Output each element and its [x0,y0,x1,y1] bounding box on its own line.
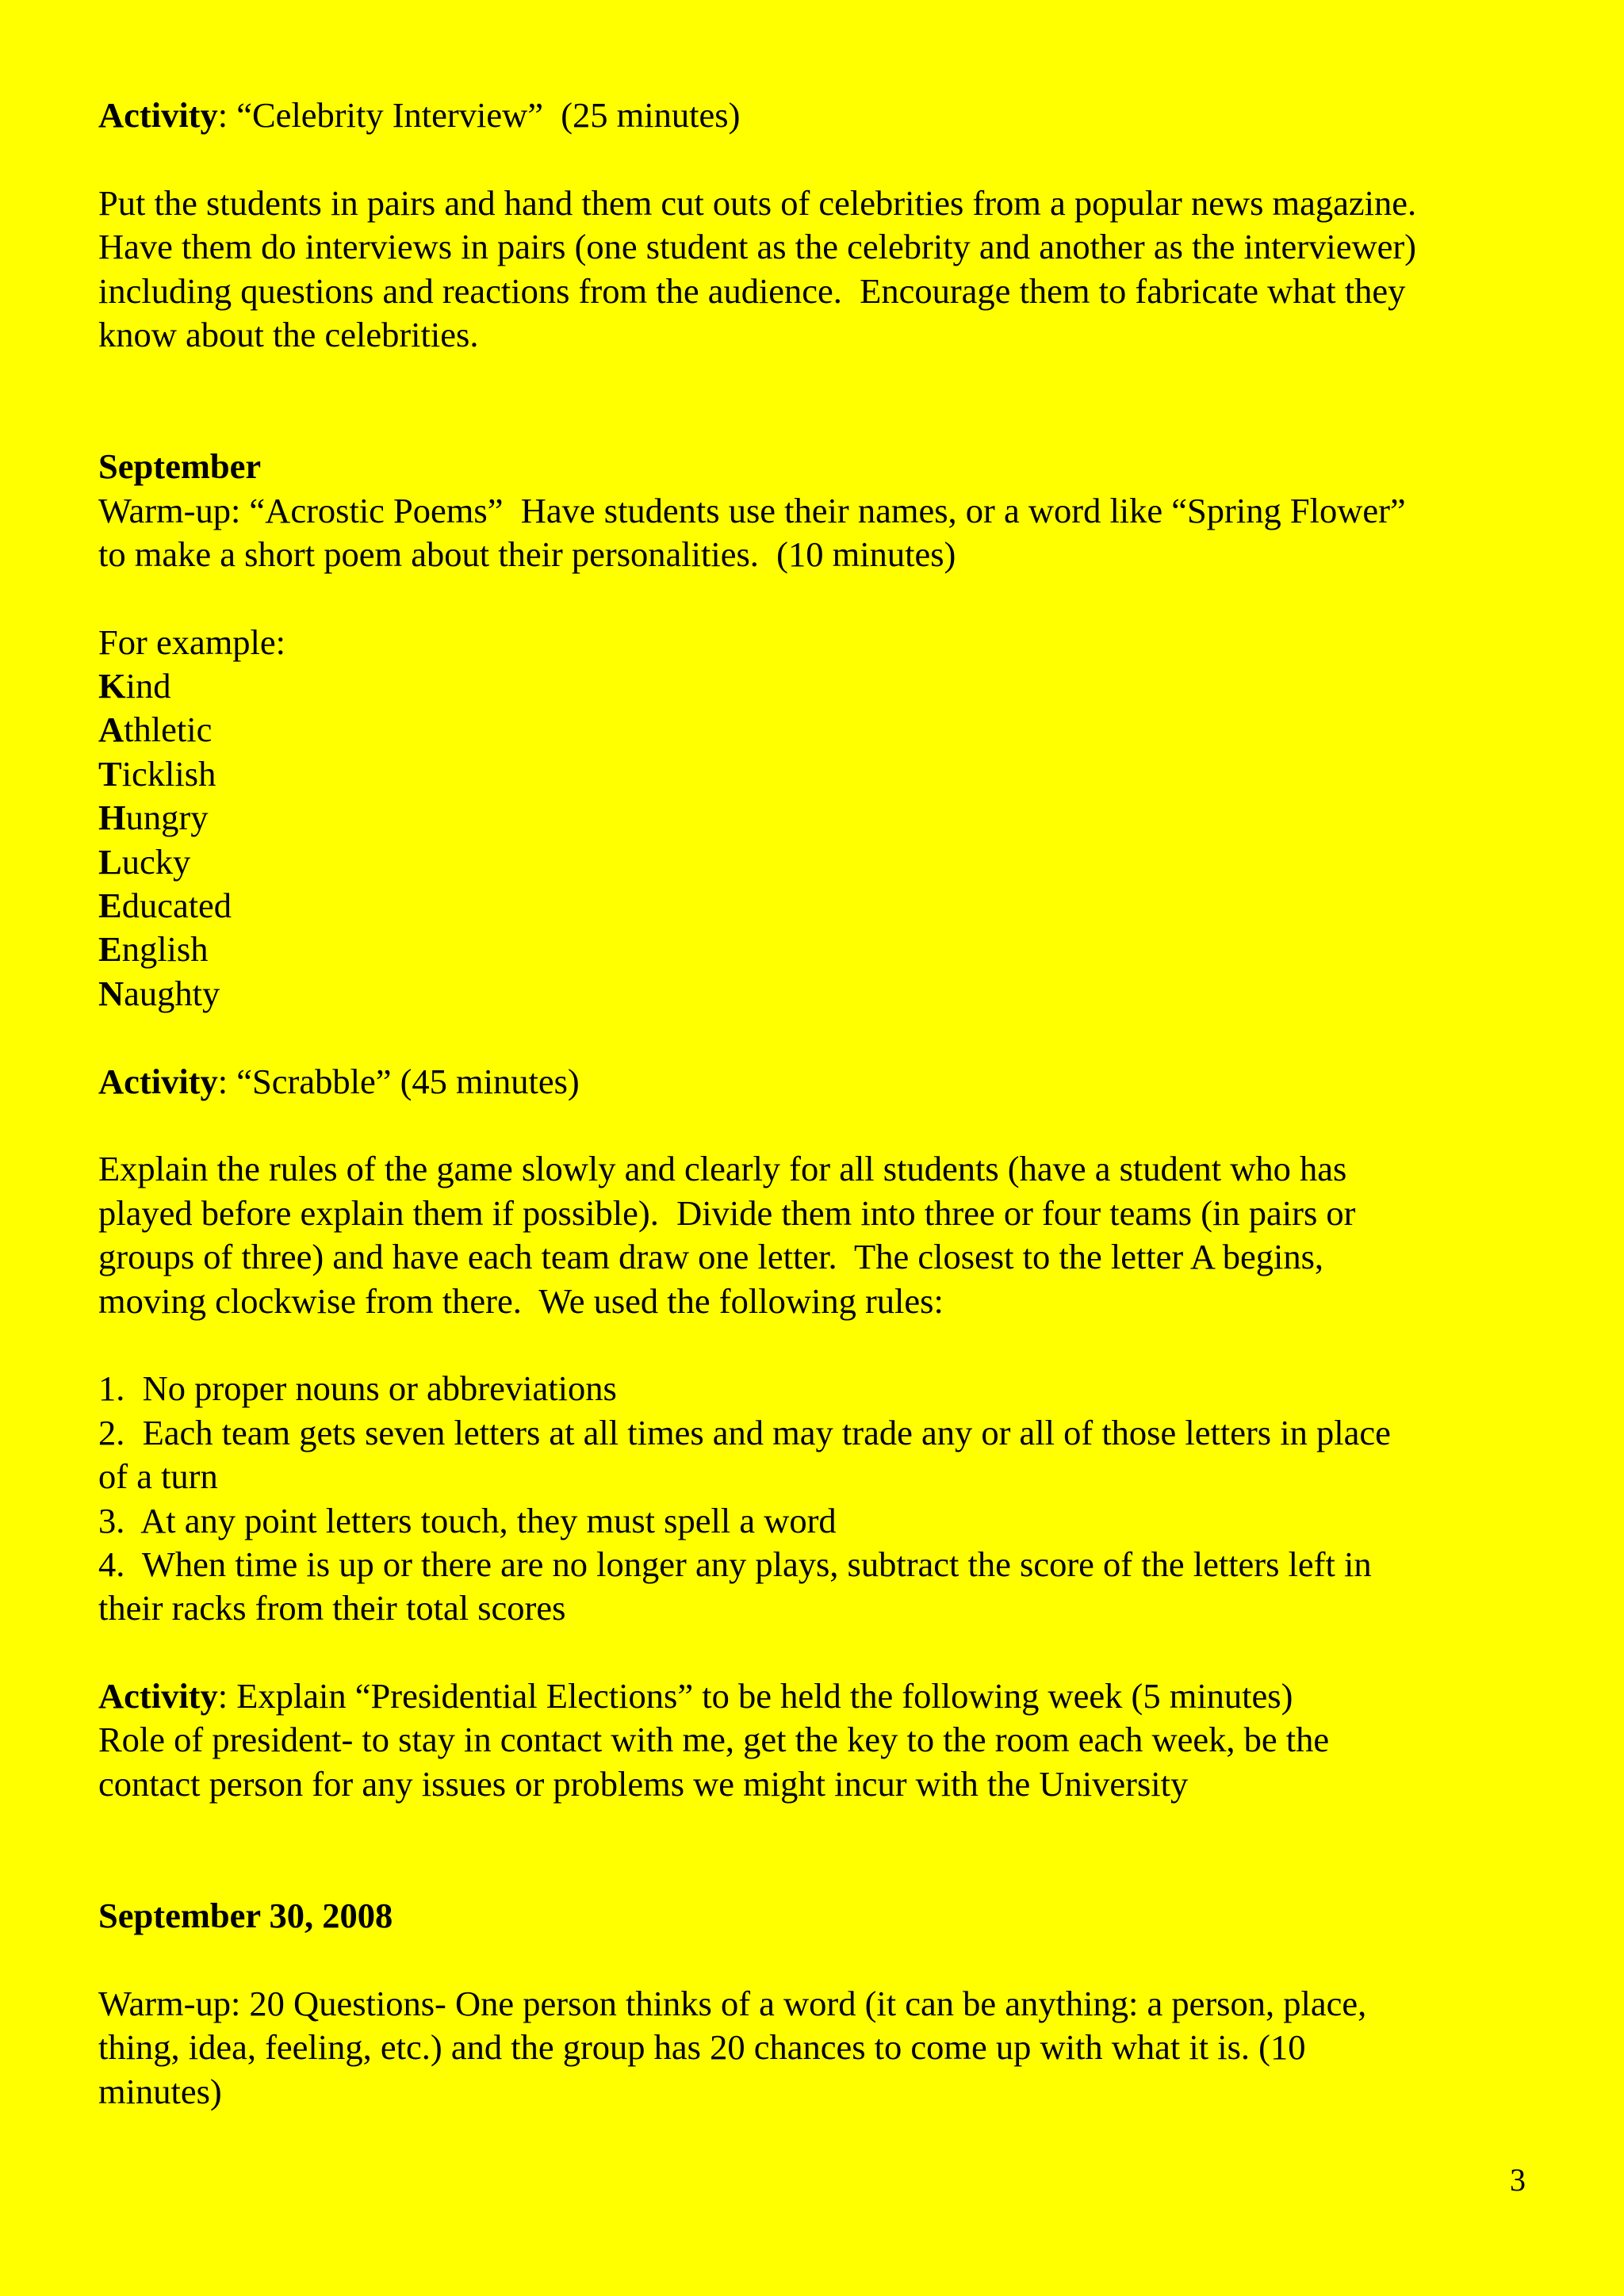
acrostic-initial: L [98,841,122,882]
acrostic-rest: icklish [121,753,216,794]
acrostic-rest: ucky [121,841,191,882]
heading-text: September 30, 2008 [98,1896,393,1936]
spacer [98,1806,1534,1850]
acrostic-initial: N [98,973,124,1013]
paragraph-line: Have them do interviews in pairs (one student as the celebrity and another as the interviewer) [98,227,1416,267]
paragraph-line: to make a short poem about their personalities. (10 minutes) [98,534,956,574]
acrostic-line [98,972,1534,1016]
activity-label: Activity [98,95,218,135]
example-label: For example: [98,622,286,662]
activity-title: : Explain “Presidential Elections” to be held the following week (5 minutes) [217,1676,1293,1716]
paragraph-line: contact person for any issues or problems we might incur with the University [98,1763,1189,1804]
activity-title: : “Scrabble” (45 minutes) [217,1061,580,1101]
activity-heading-scrabble [98,1060,1534,1104]
acrostic-line [98,928,1534,971]
section-heading-september-30 [98,1894,1534,1938]
spacer [98,357,1534,400]
elections-paragraph [98,1718,1534,1806]
activity-label: Activity [98,1676,218,1716]
acrostic-initial: E [98,886,122,926]
page-number: 3 [1510,2162,1526,2198]
acrostic-initial: T [98,753,122,794]
acrostic-rest: aughty [124,973,220,1013]
spacer [98,576,1534,620]
acrostic-line [98,884,1534,928]
acrostic-line [98,796,1534,840]
acrostic-rest: ungry [125,798,209,838]
scrabble-rules-list [98,1367,1534,1630]
spacer [98,1323,1534,1367]
paragraph-line: minutes) [98,2071,222,2111]
rule-line: 3. At any point letters touch, they must spell a word [98,1500,837,1540]
scrabble-paragraph [98,1147,1534,1323]
acrostic-poem [98,664,1534,1016]
spacer [98,137,1534,181]
acrostic-initial: A [98,710,124,750]
acrostic-line [98,664,1534,708]
paragraph-line: played before explain them if possible). Divide them into three or four teams (in pairs or [98,1192,1356,1233]
rule-line: 1. No proper nouns or abbreviations [98,1368,617,1409]
spacer [98,401,1534,445]
acrostic-line [98,708,1534,752]
acrostic-line [98,752,1534,796]
rule-line: of a turn [98,1456,218,1497]
paragraph-line: groups of three) and have each team draw one letter. The closest to the letter A begins, [98,1237,1324,1277]
acrostic-initial: K [98,666,126,706]
spacer [98,1631,1534,1674]
spacer [98,1938,1534,1981]
activity-heading-elections [98,1674,1534,1718]
celebrity-paragraph [98,182,1534,358]
spacer [98,1104,1534,1147]
acrostic-rest: ducated [121,886,232,926]
acrostic-rest: thletic [124,710,213,750]
activity-label: Activity [98,1061,218,1101]
document-page [98,94,1534,2114]
rule-line: 2. Each team gets seven letters at all times and may trade any or all of those letters in place [98,1412,1391,1452]
paragraph-line: thing, idea, feeling, etc.) and the group has 20 chances to come up with what it is. (10 [98,2027,1306,2068]
acrostic-rest: ind [125,666,171,706]
acrostic-warmup [98,489,1534,577]
paragraph-line: Role of president- to stay in contact with me, get the key to the room each week, be the [98,1720,1330,1760]
paragraph-line: Warm-up: 20 Questions- One person thinks of a word (it can be anything: a person, place, [98,1983,1367,2023]
acrostic-initial: H [98,798,126,838]
paragraph-line: moving clockwise from there. We used the following rules: [98,1280,944,1321]
rule-line: 4. When time is up or there are no longer any plays, subtract the score of the letters left in [98,1544,1372,1584]
heading-text: September [98,446,262,487]
spacer [98,1850,1534,1894]
acrostic-initial: E [98,929,122,970]
acrostic-rest: nglish [121,929,209,970]
section-heading-september [98,445,1534,488]
twenty-questions-paragraph [98,1982,1534,2114]
paragraph-line: know about the celebrities. [98,314,479,354]
activity-heading-celebrity [98,94,1534,137]
spacer [98,1016,1534,1059]
paragraph-line: including questions and reactions from the audience. Encourage them to fabricate what they [98,270,1406,311]
acrostic-line [98,840,1534,884]
paragraph-line: Explain the rules of the game slowly and clearly for all students (have a student who has [98,1149,1347,1189]
paragraph-line: Put the students in pairs and hand them cut outs of celebrities from a popular news magazine. [98,182,1417,223]
paragraph-line: Warm-up: “Acrostic Poems” Have students use their names, or a word like “Spring Flower” [98,490,1406,530]
activity-title: : “Celebrity Interview” (25 minutes) [217,95,741,135]
rule-line: their racks from their total scores [98,1588,566,1628]
